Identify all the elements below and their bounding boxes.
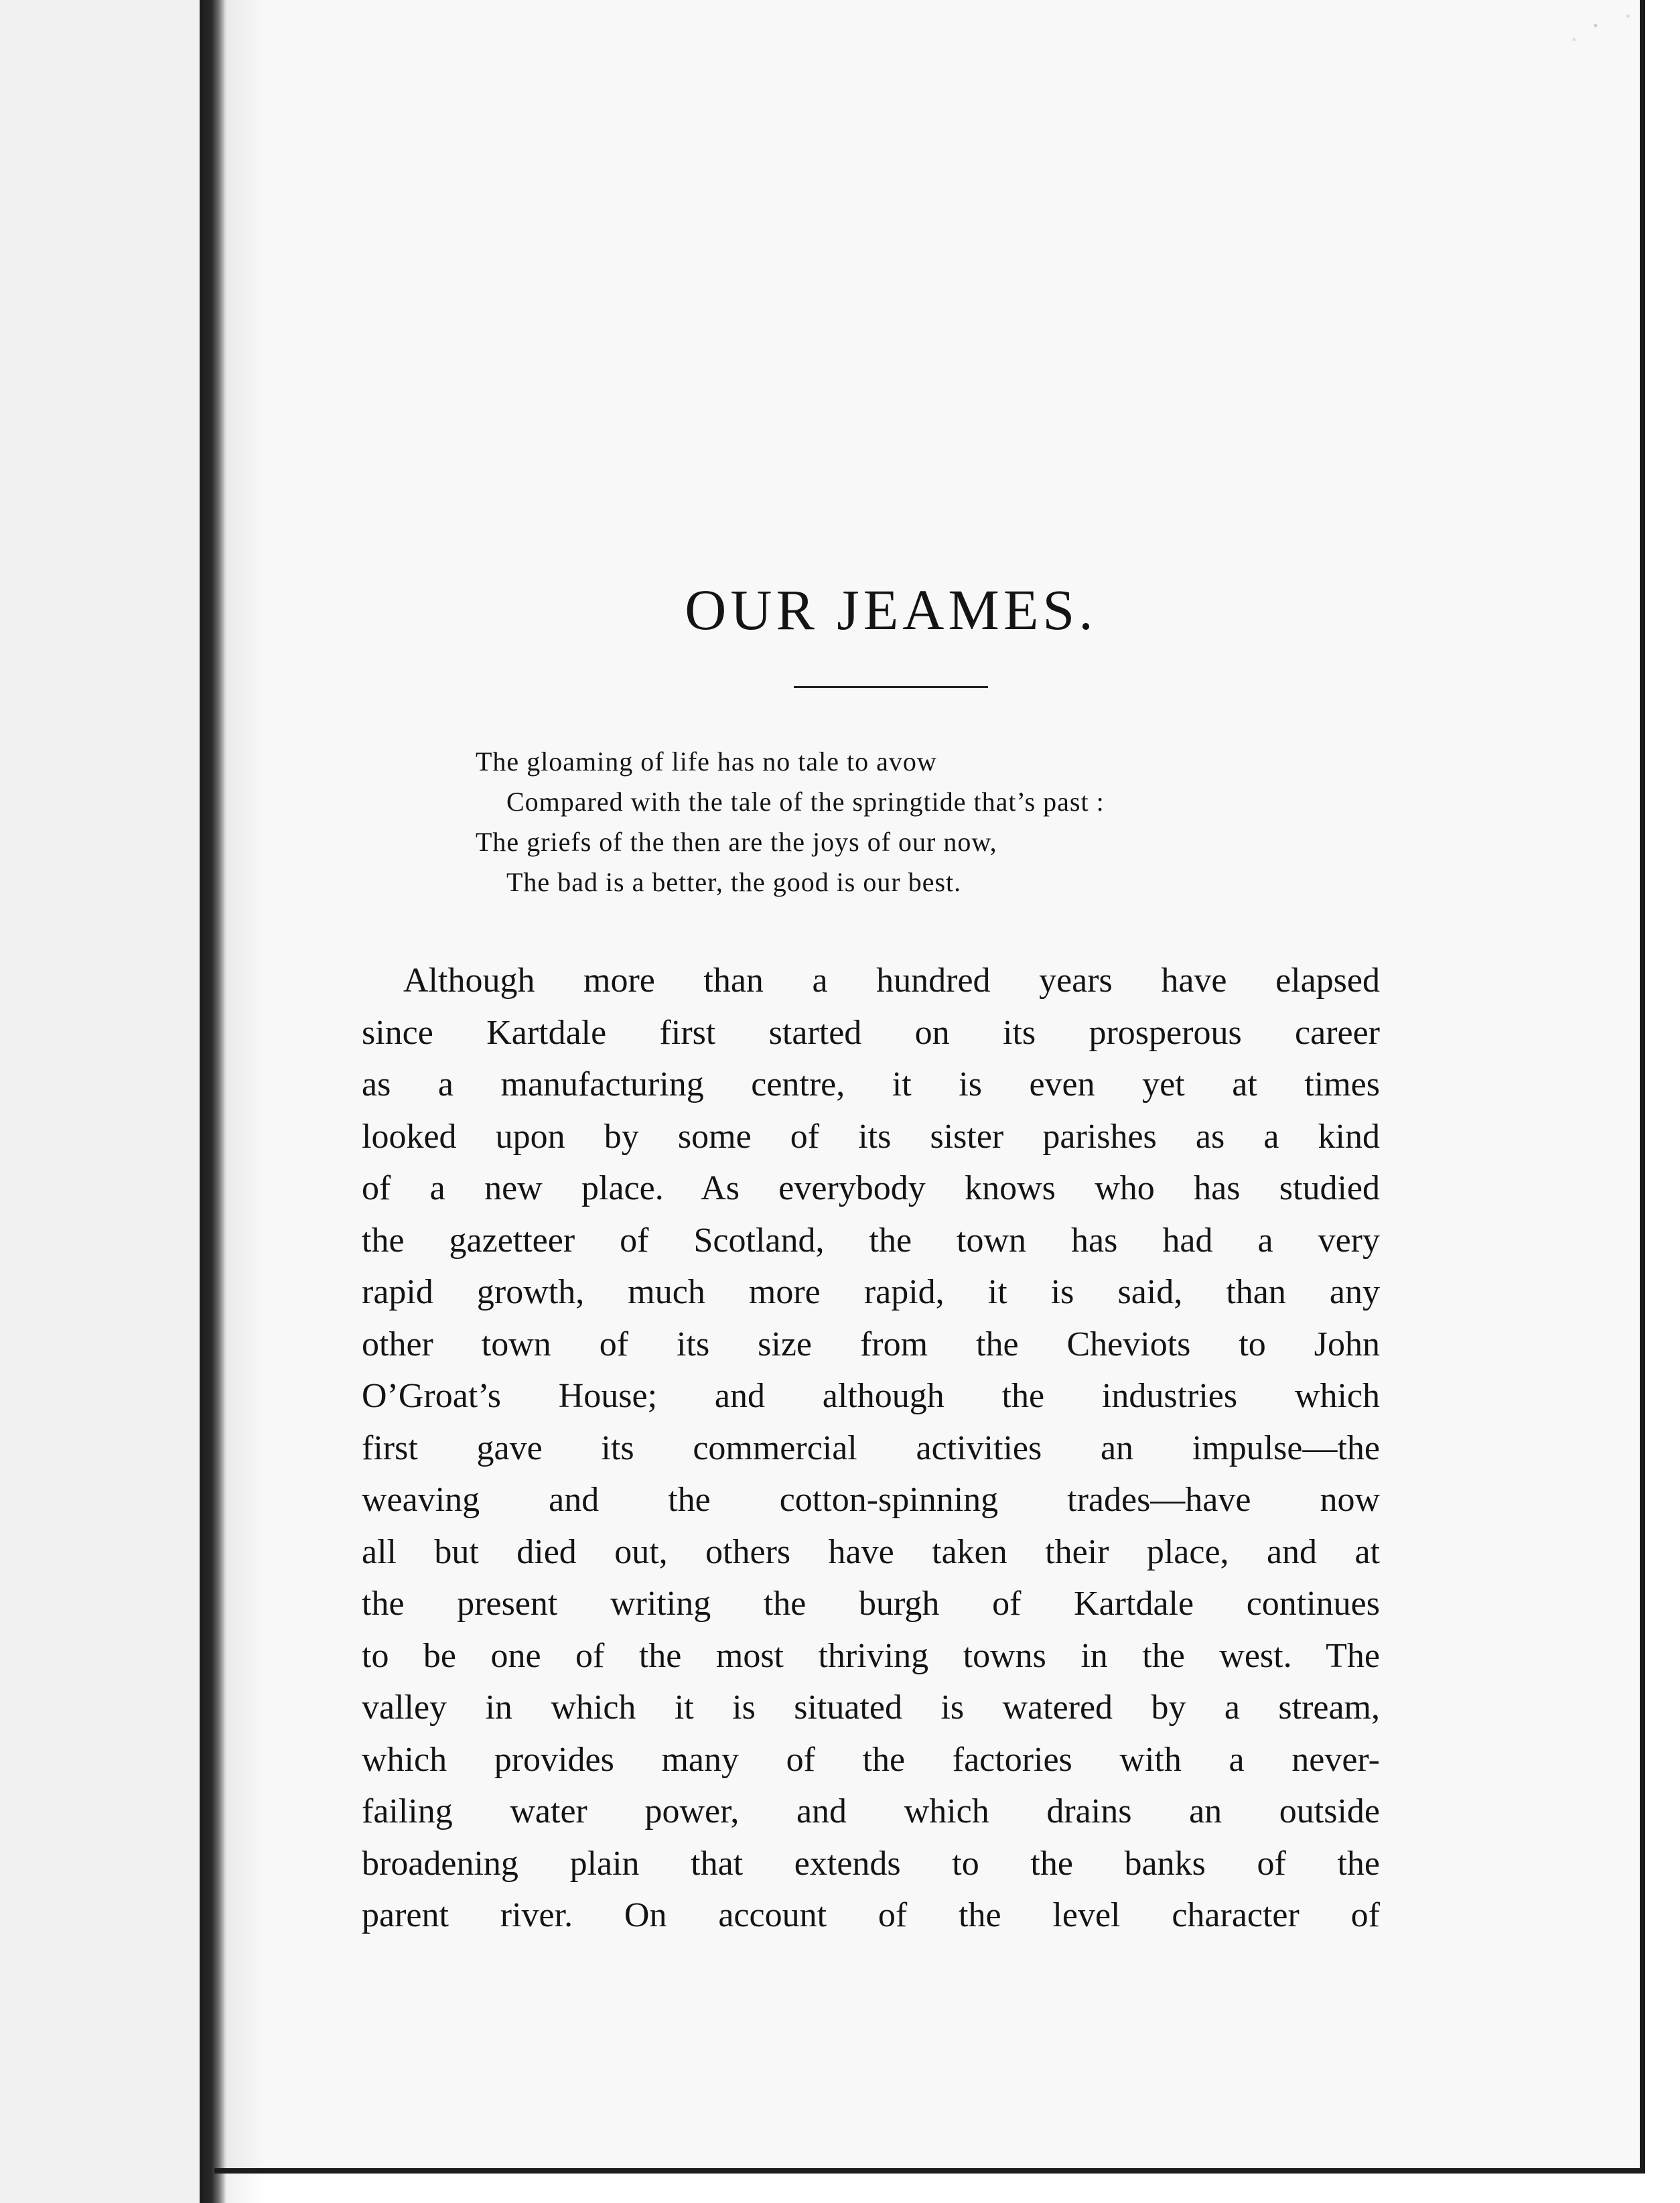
chapter-title: OUR JEAMES. — [685, 578, 1097, 642]
binding-shadow — [225, 0, 265, 2203]
body-line: valley in which it is situated is watered by a stream, — [362, 1688, 1380, 1727]
body-line: of a new place. As everybody knows who has studied — [362, 1169, 1380, 1207]
epigraph-line: The gloaming of life has no tale to avow — [476, 746, 937, 777]
body-line: broadening plain that extends to the banks of the — [362, 1844, 1380, 1883]
body-line: weaving and the cotton-spinning trades—have now — [362, 1481, 1380, 1519]
body-line: failing water power, and which drains an outside — [362, 1792, 1380, 1830]
body-paragraph — [362, 955, 1380, 1942]
epigraph-line: Compared with the tale of the springtide that’s past : — [506, 787, 1105, 817]
binding-strip — [0, 0, 201, 2203]
body-line: looked upon by some of its sister parishes as a kind — [362, 1117, 1380, 1156]
scan-speckle — [1553, 7, 1660, 54]
body-line: parent river. On account of the level character of — [362, 1896, 1380, 1934]
body-line: other town of its size from the Cheviots to John — [362, 1325, 1380, 1363]
binding-edge — [200, 0, 226, 2203]
body-line: first gave its commercial activities an impulse—the — [362, 1428, 1380, 1467]
body-line: since Kartdale first started on its prosperous career — [362, 1013, 1380, 1052]
epigraph-line: The bad is a better, the good is our best. — [506, 867, 962, 897]
body-line: the present writing the burgh of Kartdale continues — [362, 1585, 1380, 1623]
body-line: to be one of the most thriving towns in the west. The — [362, 1636, 1380, 1675]
title-rule — [794, 686, 988, 688]
epigraph — [476, 742, 1380, 903]
page-bottom-edge — [214, 2168, 1645, 2174]
body-line: the gazetteer of Scotland, the town has had a very — [362, 1221, 1380, 1260]
page-content — [362, 576, 1380, 1942]
body-line: O’Groat’s House; and although the industries which — [362, 1377, 1380, 1415]
body-line: all but died out, others have taken their place, and at — [362, 1532, 1380, 1571]
body-line: as a manufacturing centre, it is even yet at times — [362, 1065, 1380, 1104]
body-line: rapid growth, much more rapid, it is said, than any — [362, 1273, 1380, 1311]
body-line: which provides many of the factories with a never- — [362, 1740, 1380, 1779]
body-line: Although more than a hundred years have elapsed — [403, 961, 1380, 1000]
epigraph-line: The griefs of the then are the joys of our now, — [476, 827, 997, 857]
page-right-edge — [1640, 0, 1645, 2171]
